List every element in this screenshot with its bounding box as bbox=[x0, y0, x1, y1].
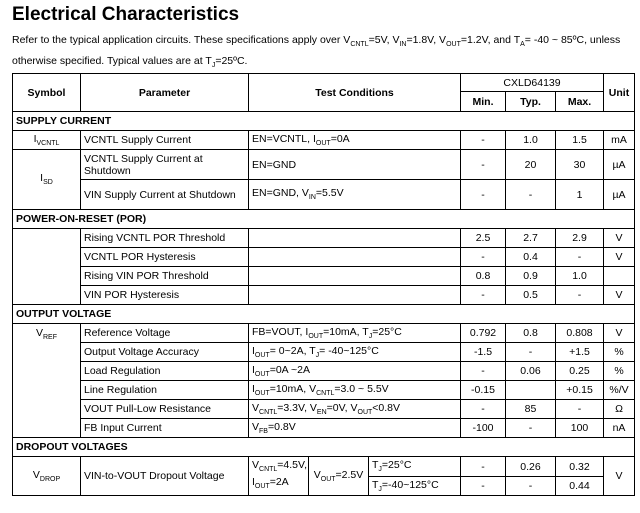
parameter-cell: Rising VIN POR Threshold bbox=[81, 267, 249, 286]
table-row bbox=[13, 150, 635, 180]
typ-cell: - bbox=[506, 343, 556, 362]
table-header-row bbox=[13, 74, 635, 92]
unit-cell: V bbox=[604, 286, 635, 305]
min-cell: - bbox=[461, 248, 506, 267]
condition-cell bbox=[249, 267, 461, 286]
parameter-cell: VCNTL POR Hysteresis bbox=[81, 248, 249, 267]
max-cell: 100 bbox=[556, 419, 604, 438]
condition-cell: $V_{CNTL}=3.3V$, $V_{EN}=0V$, $V_{OUT}<0.8V$ bbox=[249, 400, 461, 419]
condition-cell bbox=[249, 248, 461, 267]
section-row-dropout: DROPOUT VOLTAGES bbox=[13, 438, 635, 457]
max-cell: 2.9 bbox=[556, 229, 604, 248]
header-symbol: Symbol bbox=[13, 74, 81, 112]
typ-cell: 20 bbox=[506, 150, 556, 180]
max-cell: 1.5 bbox=[556, 131, 604, 150]
parameter-cell: VOUT Pull-Low Resistance bbox=[81, 400, 249, 419]
symbol-cell bbox=[13, 229, 81, 305]
typ-cell: - bbox=[506, 477, 556, 496]
table-row bbox=[13, 180, 635, 210]
parameter-cell: Output Voltage Accuracy bbox=[81, 343, 249, 362]
typ-cell: 0.06 bbox=[506, 362, 556, 381]
table-row bbox=[13, 131, 635, 150]
typ-cell bbox=[506, 381, 556, 400]
max-cell: 1 bbox=[556, 180, 604, 210]
table-row bbox=[13, 324, 635, 343]
unit-cell: Ω bbox=[604, 400, 635, 419]
min-cell: - bbox=[461, 477, 506, 496]
condition-cell: $T_J=-40\sim 125^\circ C$ bbox=[369, 477, 461, 496]
min-cell: - bbox=[461, 286, 506, 305]
condition-cell bbox=[249, 229, 461, 248]
min-cell: - bbox=[461, 400, 506, 419]
min-cell: - bbox=[461, 150, 506, 180]
typ-cell: 0.4 bbox=[506, 248, 556, 267]
condition-cell: EN=GND bbox=[249, 150, 461, 180]
unit-cell: % bbox=[604, 362, 635, 381]
min-cell: - bbox=[461, 180, 506, 210]
intro-paragraph: Refer to the typical application circuits. These specifications apply over $V_{CNTL}=5V$, $V_{IN}=1.8V$, $V_{OUT}=1.2V$, and $T_A= -40$ ~ 85ºC, unless otherwise specified. Typical values are at $T_J=25ºC$. bbox=[12, 34, 621, 70]
section-row-output-voltage: OUTPUT VOLTAGE bbox=[13, 305, 635, 324]
max-cell: 1.0 bbox=[556, 267, 604, 286]
typ-cell: - bbox=[506, 180, 556, 210]
condition-cell: FB=VOUT, $I_{OUT}=10mA$, $T_J=25^\circ C$ bbox=[249, 324, 461, 343]
header-min: Min. bbox=[461, 92, 506, 112]
max-cell: - bbox=[556, 248, 604, 267]
min-cell: - bbox=[461, 362, 506, 381]
unit-cell: V bbox=[604, 457, 635, 496]
table-row bbox=[13, 362, 635, 381]
max-cell: 30 bbox=[556, 150, 604, 180]
min-cell: -0.15 bbox=[461, 381, 506, 400]
max-cell: 0.808 bbox=[556, 324, 604, 343]
unit-cell: % bbox=[604, 343, 635, 362]
table-row bbox=[13, 267, 635, 286]
parameter-cell: VCNTL Supply Current at Shutdown bbox=[81, 150, 249, 180]
condition-cell bbox=[249, 286, 461, 305]
condition-cell: $I_{OUT}=10mA$, $V_{CNTL}=3.0$ ~ 5.5V bbox=[249, 381, 461, 400]
table-row bbox=[13, 286, 635, 305]
typ-cell: - bbox=[506, 419, 556, 438]
max-cell: +0.15 bbox=[556, 381, 604, 400]
section-row-por: POWER-ON-RESET (POR) bbox=[13, 210, 635, 229]
parameter-cell: VIN POR Hysteresis bbox=[81, 286, 249, 305]
min-cell: - bbox=[461, 457, 506, 477]
header-parameter: Parameter bbox=[81, 74, 249, 112]
table-row bbox=[13, 400, 635, 419]
min-cell: 0.792 bbox=[461, 324, 506, 343]
max-cell: +1.5 bbox=[556, 343, 604, 362]
condition-cell: $T_J=25^\circ C$ bbox=[369, 457, 461, 477]
typ-cell: 1.0 bbox=[506, 131, 556, 150]
table-row bbox=[13, 457, 635, 477]
max-cell: - bbox=[556, 286, 604, 305]
max-cell: - bbox=[556, 400, 604, 419]
unit-cell: nA bbox=[604, 419, 635, 438]
condition-cell: $I_{OUT}=0A$ ~2A bbox=[249, 362, 461, 381]
condition-cell: EN=GND, $V_{IN}=5.5V$ bbox=[249, 180, 461, 210]
parameter-cell: FB Input Current bbox=[81, 419, 249, 438]
typ-cell: 0.5 bbox=[506, 286, 556, 305]
table-row bbox=[13, 229, 635, 248]
condition-cell: $V_{OUT}=2.5V$ bbox=[309, 457, 369, 496]
condition-cell: EN=VCNTL, $I_{OUT}=0A$ bbox=[249, 131, 461, 150]
typ-cell: 0.26 bbox=[506, 457, 556, 477]
section-row-supply-current: SUPPLY CURRENT bbox=[13, 112, 635, 131]
unit-cell: mA bbox=[604, 131, 635, 150]
parameter-cell: VIN Supply Current at Shutdown bbox=[81, 180, 249, 210]
header-typ: Typ. bbox=[506, 92, 556, 112]
symbol-cell: $I_{VCNTL}$ bbox=[13, 131, 81, 150]
min-cell: 2.5 bbox=[461, 229, 506, 248]
parameter-cell: Load Regulation bbox=[81, 362, 249, 381]
typ-cell: 0.8 bbox=[506, 324, 556, 343]
typ-cell: 2.7 bbox=[506, 229, 556, 248]
table-row bbox=[13, 381, 635, 400]
electrical-characteristics-table bbox=[12, 73, 635, 496]
unit-cell: V bbox=[604, 229, 635, 248]
header-unit: Unit bbox=[604, 74, 635, 112]
condition-cell: $V_{FB}=0.8V$ bbox=[249, 419, 461, 438]
header-test-conditions: Test Conditions bbox=[249, 74, 461, 112]
parameter-cell: Line Regulation bbox=[81, 381, 249, 400]
table-row bbox=[13, 248, 635, 267]
parameter-cell: VCNTL Supply Current bbox=[81, 131, 249, 150]
unit-cell: V bbox=[604, 248, 635, 267]
unit-cell: %/V bbox=[604, 381, 635, 400]
max-cell: 0.32 bbox=[556, 457, 604, 477]
min-cell: -100 bbox=[461, 419, 506, 438]
min-cell: - bbox=[461, 131, 506, 150]
unit-cell bbox=[604, 267, 635, 286]
unit-cell: µA bbox=[604, 150, 635, 180]
unit-cell: V bbox=[604, 324, 635, 343]
section-title: Electrical Characteristics bbox=[12, 4, 240, 25]
max-cell: 0.25 bbox=[556, 362, 604, 381]
symbol-cell: $I_{SD}$ bbox=[13, 150, 81, 210]
min-cell: 0.8 bbox=[461, 267, 506, 286]
unit-cell: µA bbox=[604, 180, 635, 210]
min-cell: -1.5 bbox=[461, 343, 506, 362]
parameter-cell: Reference Voltage bbox=[81, 324, 249, 343]
symbol-cell: $V_{REF}$ bbox=[13, 324, 81, 438]
condition-cell: $I_{OUT}=$ 0~2A, $T_J=$ -40~125°C bbox=[249, 343, 461, 362]
typ-cell: 85 bbox=[506, 400, 556, 419]
max-cell: 0.44 bbox=[556, 477, 604, 496]
header-part-number: CXLD64139 bbox=[461, 74, 604, 92]
header-max: Max. bbox=[556, 92, 604, 112]
symbol-cell: $V_{DROP}$ bbox=[13, 457, 81, 496]
typ-cell: 0.9 bbox=[506, 267, 556, 286]
parameter-cell: VIN-to-VOUT Dropout Voltage bbox=[81, 457, 249, 496]
condition-cell: $V_{CNTL}=4.5V$, $I_{OUT}=2A$ bbox=[249, 457, 309, 496]
parameter-cell: Rising VCNTL POR Threshold bbox=[81, 229, 249, 248]
table-row bbox=[13, 419, 635, 438]
table-row bbox=[13, 343, 635, 362]
